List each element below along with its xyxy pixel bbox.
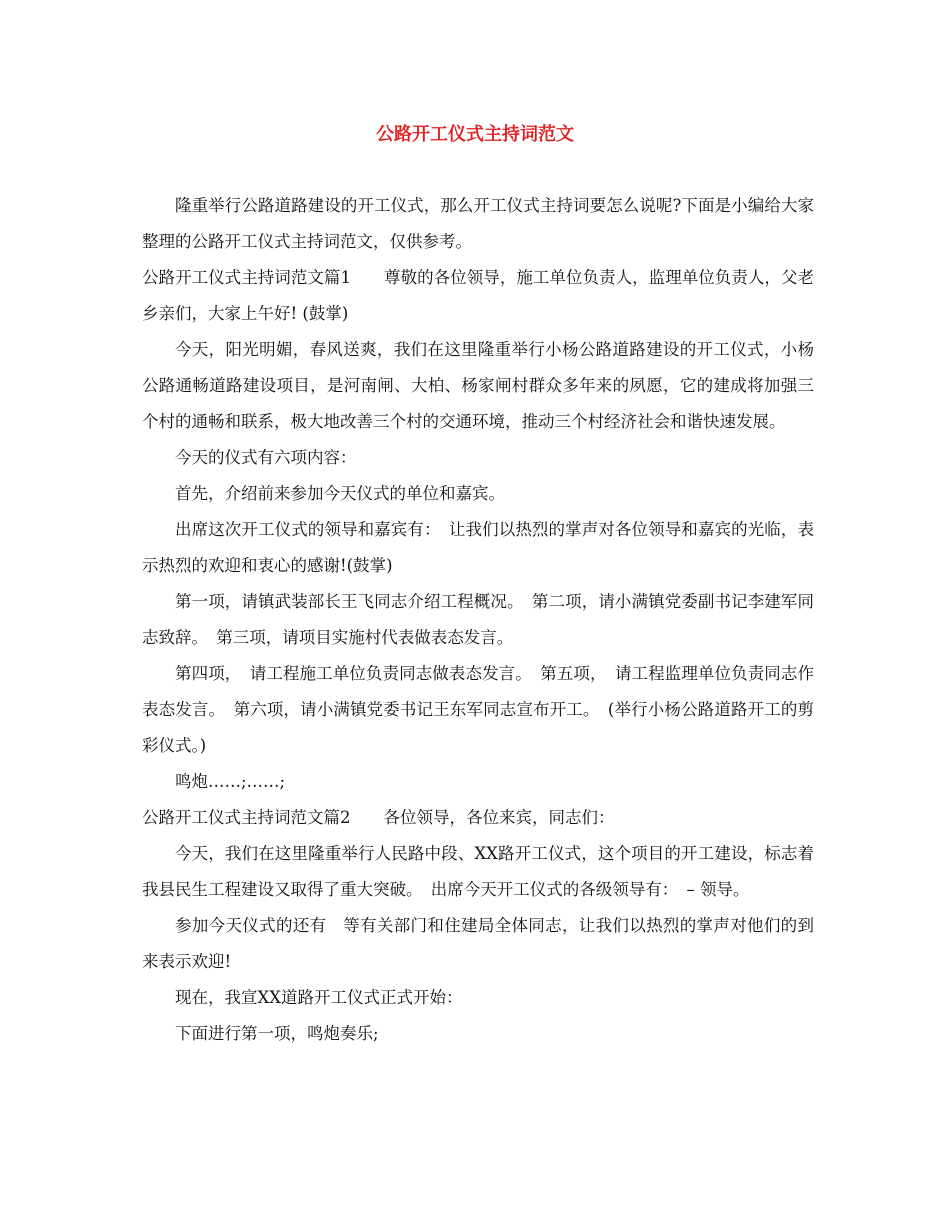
paragraph: 第一项，请镇武装部长王飞同志介绍工程概况。 第二项，请小满镇党委副书记李建军同志致辞。 第三项，请项目实施村代表做表态发言。 [142, 592, 814, 647]
document-body [142, 188, 814, 1052]
paragraph: 第四项， 请工程施工单位负责同志做表态发言。 第五项， 请工程监理单位负责同志作表态发言。 第六项，请小满镇党委书记王东军同志宣布开工。 (举行小杨公路道路开工的剪彩仪式。) [142, 664, 814, 755]
paragraph: 参加今天仪式的还有 等有关部门和住建局全体同志，让我们以热烈的掌声对他们的到来表示欢迎! [142, 916, 814, 971]
paragraph: 现在，我宣XX道路开工仪式正式开始： [175, 988, 463, 1007]
paragraph-section-1-heading: 公路开工仪式主持词范文篇1 尊敬的各位领导，施工单位负责人，监理单位负责人，父老乡亲们，大家上午好! (鼓掌) [142, 268, 814, 323]
paragraph: 下面进行第一项，鸣炮奏乐; [175, 1024, 379, 1043]
paragraph-section-2-heading: 公路开工仪式主持词范文篇2 各位领导，各位来宾，同志们： [142, 808, 615, 827]
document-title: 公路开工仪式主持词范文 [376, 124, 574, 145]
paragraph: 鸣炮……;……; [175, 772, 286, 791]
paragraph-intro: 隆重举行公路道路建设的开工仪式，那么开工仪式主持词要怎么说呢?下面是小编给大家整理的公路开工仪式主持词范文，仅供参考。 [142, 196, 814, 251]
paragraph: 今天，我们在这里隆重举行人民路中段、XX路开工仪式，这个项目的开工建设，标志着我县民生工程建设又取得了重大突破。 出席今天开工仪式的各级领导有： – 领导。 [142, 844, 814, 899]
paragraph: 首先，介绍前来参加今天仪式的单位和嘉宾。 [175, 484, 505, 503]
paragraph: 今天的仪式有六项内容： [175, 448, 357, 467]
paragraph: 出席这次开工仪式的领导和嘉宾有： 让我们以热烈的掌声对各位领导和嘉宾的光临，表示热烈的欢迎和衷心的感谢!(鼓掌) [142, 520, 814, 575]
paragraph: 今天，阳光明媚，春风送爽，我们在这里隆重举行小杨公路道路建设的开工仪式，小杨公路通畅道路建设项目，是河南闸、大柏、杨家闸村群众多年来的夙愿，它的建成将加强三个村的通畅和联系，极大地改善三个村的交通环境，推动三个村经济社会和谐快速发展。 [142, 340, 814, 431]
